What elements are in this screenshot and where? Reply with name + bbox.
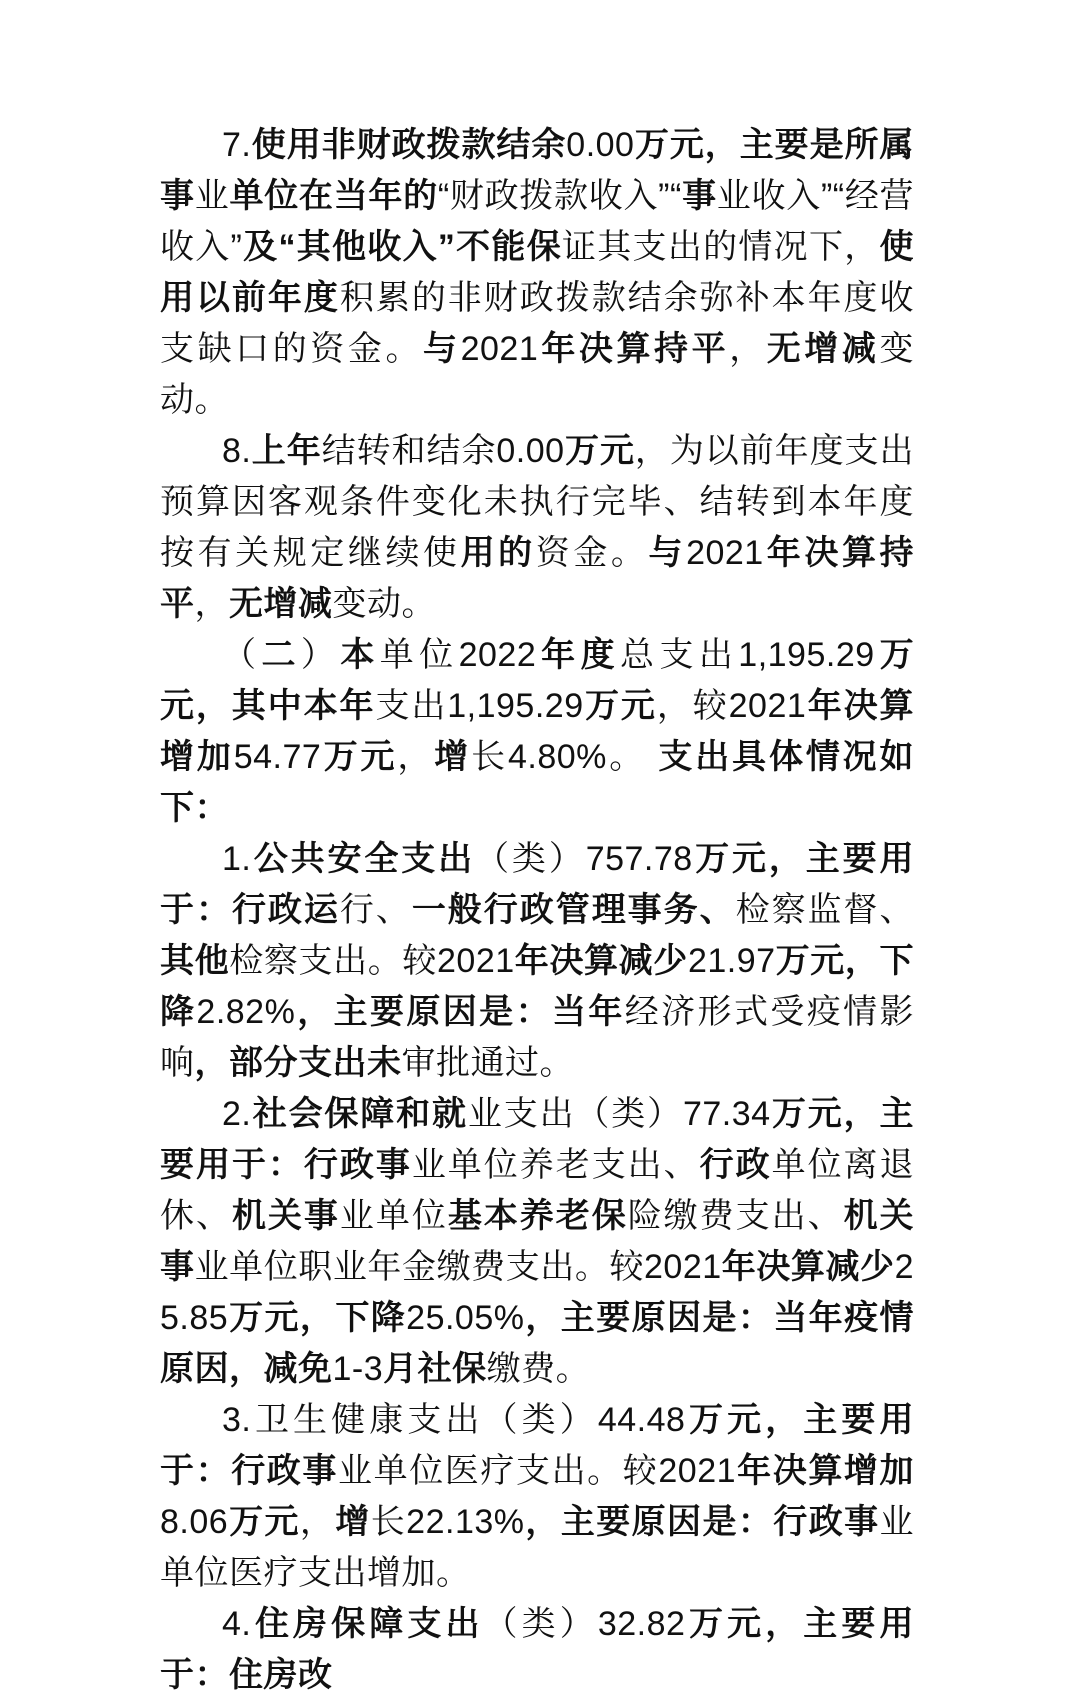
- text-run: 二: [261, 636, 301, 674]
- text-run: 万元，下降: [160, 942, 915, 1031]
- text-run: 其他: [160, 942, 230, 980]
- text-run: 业收入”“经营收入”: [160, 177, 915, 266]
- text-run: ，: [194, 585, 229, 623]
- text-run: 与: [423, 330, 461, 368]
- text-run: 机关事: [160, 1197, 915, 1286]
- text-run: 使用非财政拨款结余: [251, 126, 567, 164]
- text-run: 万元，其中本年: [160, 636, 915, 725]
- text-run: 万元: [564, 432, 635, 470]
- text-run: 基本养老保: [447, 1197, 628, 1235]
- text-run: 行政: [699, 1146, 772, 1184]
- text-run: 1.: [222, 840, 252, 878]
- text-run: 用的: [460, 534, 536, 572]
- text-run: 25.05%: [406, 1299, 525, 1337]
- text-run: 2.: [222, 1095, 252, 1133]
- text-run: ，主要原因是：当年: [295, 993, 625, 1031]
- paragraph-section-2-total-expenditure: [160, 630, 914, 834]
- text-run: ）: [300, 636, 341, 674]
- text-run: 无增减: [766, 330, 880, 368]
- text-run: 单位在当年的: [229, 177, 438, 215]
- text-run: 业单位职业年金缴费支出。较2021: [194, 1248, 722, 1286]
- text-run: 检察监督、: [735, 891, 915, 929]
- text-run: ，: [729, 330, 767, 368]
- paragraph-expense-2-social-security-employment: [160, 1089, 914, 1395]
- text-run: ，主要原因是：当年疫情原因，减免: [160, 1299, 915, 1388]
- text-run: 增: [335, 1503, 371, 1541]
- text-run: 1-3: [332, 1350, 384, 1388]
- text-run: 3.卫生健康支出（类）44.48: [222, 1401, 686, 1439]
- text-run: 资金。: [535, 534, 649, 572]
- text-run: 经济形式受疫情影响: [160, 993, 915, 1082]
- text-run: 总支出1,195.29: [620, 636, 875, 674]
- text-run: 万元，主要用于：行政运: [160, 840, 915, 929]
- text-run: “财政拨款收入”“: [437, 177, 682, 215]
- text-run: 万元: [583, 687, 657, 725]
- text-run: 年决算增加: [160, 687, 914, 776]
- text-run: 8.06: [160, 1503, 229, 1541]
- text-run: 事: [681, 177, 717, 215]
- text-run: 缴费。: [486, 1350, 591, 1388]
- text-run: 审批通过。: [401, 1044, 574, 1082]
- text-run: 社会保障和就: [251, 1095, 468, 1133]
- text-run: ，较2021: [656, 687, 807, 725]
- text-run: 0.00: [566, 126, 635, 164]
- text-run: 及“其他收入”不能保: [242, 228, 562, 266]
- paragraph-item-7-non-fiscal-carryover: [160, 120, 914, 426]
- text-run: 单位2022: [379, 636, 537, 674]
- text-run: 年决算减少: [721, 1248, 895, 1286]
- text-run: 万元，下降: [228, 1299, 407, 1337]
- text-run: 住房保障支出: [251, 1605, 484, 1643]
- text-run: （: [222, 636, 262, 674]
- text-run: 8.: [222, 432, 252, 470]
- text-run: 证其支出的情况下，: [561, 228, 880, 266]
- text-run: 变动。: [332, 585, 436, 623]
- text-run: 54.77: [233, 738, 322, 776]
- paragraph-item-8-prior-year-carryover: [160, 426, 914, 630]
- text-run: 4.: [222, 1605, 252, 1643]
- text-run: 单位离退休、: [160, 1146, 915, 1235]
- text-run: 业单位养老支出、: [411, 1146, 700, 1184]
- text-run: 年度: [536, 636, 621, 674]
- text-run: 7.: [222, 126, 252, 164]
- text-run: 积累的非财政拨款结余弥补本年度收支缺口的资金。: [160, 279, 914, 368]
- text-run: 无增减: [229, 585, 333, 623]
- text-run: 支出具体情况如下：: [160, 738, 915, 827]
- text-run: 检察支出。较2021: [229, 942, 515, 980]
- document-body: [160, 120, 914, 1701]
- text-run: 险缴费支出、: [627, 1197, 844, 1235]
- text-run: （类）32.82: [483, 1605, 686, 1643]
- text-run: 万元: [228, 1503, 300, 1541]
- text-run: 长22.13%: [370, 1503, 525, 1541]
- text-run: ，部分支出未: [194, 1044, 402, 1082]
- text-run: 年决算持平: [538, 330, 730, 368]
- paragraph-expense-4-housing-security: [160, 1599, 914, 1701]
- text-run: 支出1,195.29: [375, 687, 584, 725]
- text-run: 2021: [686, 534, 764, 572]
- text-run: 使用以前年度: [160, 228, 915, 317]
- text-run: 业单位医疗支出。较2021: [338, 1452, 737, 1490]
- text-run: 2021: [460, 330, 539, 368]
- text-run: 一般行政管理事务、: [411, 891, 736, 929]
- text-run: 2.82%: [196, 993, 296, 1031]
- text-run: 万元，主要用于：行政事: [160, 1095, 915, 1184]
- text-run: 行、: [339, 891, 412, 929]
- text-run: 25.85: [160, 1248, 915, 1337]
- text-run: 与: [648, 534, 687, 572]
- text-run: 年决算增加: [736, 1452, 915, 1490]
- text-run: 业单位: [339, 1197, 448, 1235]
- text-run: 变动。: [160, 330, 915, 419]
- text-run: 万元: [321, 738, 398, 776]
- text-run: ，为以前年度支出预算因客观条件变化未执行完毕、结转到本年度按有关规定继续使: [160, 432, 914, 572]
- text-run: 机关事: [231, 1197, 340, 1235]
- text-run: ，主要原因是：行政事: [524, 1503, 880, 1541]
- text-run: 万元，主要是所属事: [160, 126, 915, 215]
- text-run: 万元，主要用于：住房改: [160, 1605, 915, 1694]
- paragraph-expense-3-health: [160, 1395, 914, 1599]
- text-run: 本: [340, 636, 380, 674]
- text-run: 业支出（类）77.34: [467, 1095, 771, 1133]
- text-run: 结转和结余0.00: [321, 432, 565, 470]
- text-run: ，: [299, 1503, 336, 1541]
- text-run: 增: [434, 738, 472, 776]
- text-run: 年决算持平: [160, 534, 915, 623]
- text-run: 公共安全支出: [251, 840, 476, 878]
- text-run: 月社保: [383, 1350, 487, 1388]
- text-run: 年决算减少: [514, 942, 688, 980]
- paragraph-expense-1-public-security: [160, 834, 914, 1089]
- text-run: 业单位医疗支出增加。: [160, 1503, 915, 1592]
- text-run: 万元，主要用于：行政事: [160, 1401, 914, 1490]
- text-run: 21.97: [687, 942, 776, 980]
- text-run: 上年: [251, 432, 322, 470]
- text-run: （类）757.78: [475, 840, 693, 878]
- text-run: 长4.80%。: [471, 738, 659, 776]
- text-run: ，: [397, 738, 435, 776]
- text-run: 业: [194, 177, 230, 215]
